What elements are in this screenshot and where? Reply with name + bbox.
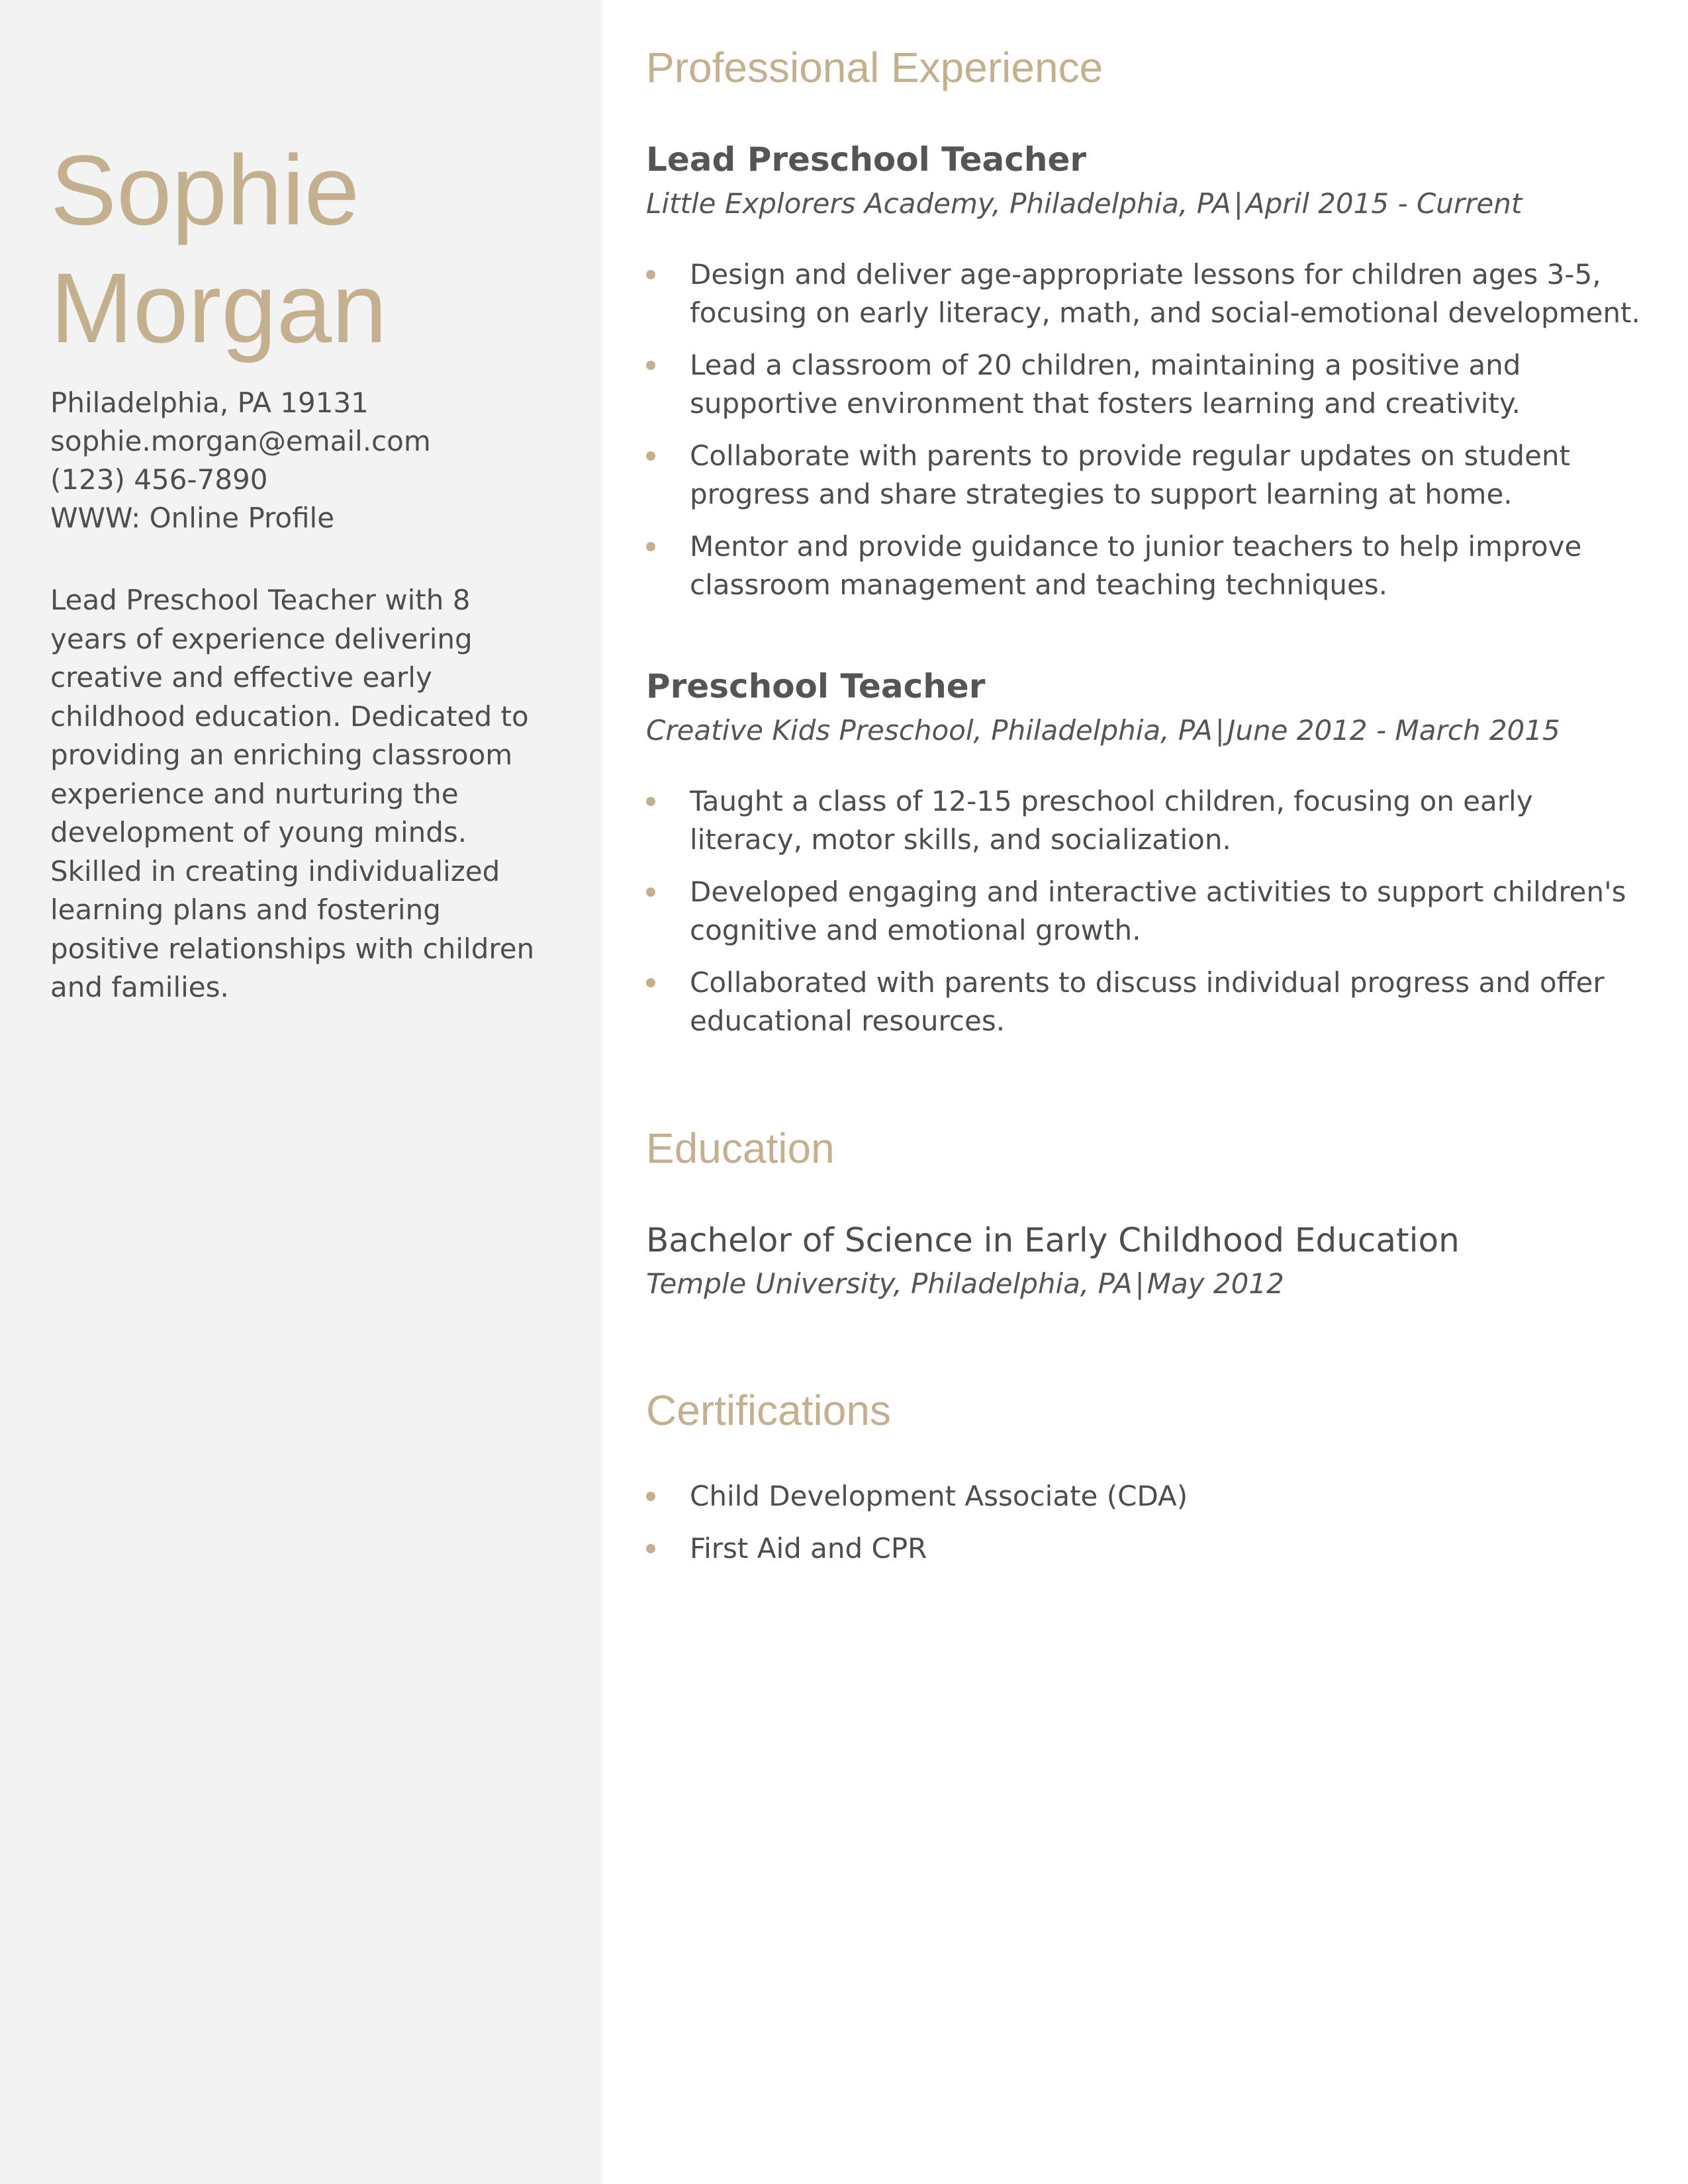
address: Philadelphia, PA 19131 [50, 387, 369, 419]
job-bullets [646, 255, 1652, 604]
job-bullets [646, 782, 1652, 1040]
list-item: Developed engaging and interactive activities to support children's cognitive and emotional growth. [646, 873, 1652, 950]
bullet-dot-icon [646, 797, 655, 806]
graduation-date: May 2012 [1147, 1267, 1284, 1300]
job-meta [646, 712, 1560, 749]
job-meta [646, 185, 1522, 222]
bullet-dot-icon [646, 1544, 655, 1553]
job-company: Little Explorers Academy, Philadelphia, PA [646, 187, 1231, 220]
candidate-name [50, 131, 387, 367]
education-heading: Education [646, 1124, 835, 1172]
job-dates: June 2012 - March 2015 [1227, 714, 1560, 747]
list-item: Design and deliver age-appropriate lessons for children ages 3-5, focusing on early literacy, math, and social-emotional development. [646, 255, 1652, 332]
job-title: Preschool Teacher [646, 667, 986, 705]
list-item: Lead a classroom of 20 children, maintaining a positive and supportive environment that fosters learning and creativity. [646, 346, 1652, 423]
list-item: Child Development Associate (CDA) [646, 1477, 1652, 1516]
experience-heading: Professional Experience [646, 44, 1103, 91]
bullet-dot-icon [646, 1492, 655, 1501]
bullet-dot-icon [646, 270, 655, 279]
education-meta [646, 1265, 1284, 1302]
sidebar [0, 0, 602, 2184]
school-name: Temple University, Philadelphia, PA [646, 1267, 1133, 1300]
job-company: Creative Kids Preschool, Philadelphia, PA [646, 714, 1213, 747]
bullet-dot-icon [646, 978, 655, 987]
meta-separator: | [1233, 187, 1243, 220]
list-item: Collaborate with parents to provide regular updates on student progress and share strategies to support learning at home. [646, 437, 1652, 514]
contact-info [50, 384, 431, 537]
list-item: Mentor and provide guidance to junior teachers to help improve classroom management and teaching techniques. [646, 527, 1652, 604]
certifications-list [646, 1477, 1652, 1568]
profile-summary: Lead Preschool Teacher with 8 years of experience delivering creative and effective early childhood education. Dedicated to providing an enriching classroom experience and nurturing the development of young minds. Skilled in creating individualized learning plans and fostering positive relationships with children and families. [50, 584, 535, 1003]
first-name: Sophie [50, 134, 360, 246]
bullet-dot-icon [646, 361, 655, 370]
email-link[interactable]: sophie.morgan@email.com [50, 425, 431, 457]
list-item: Collaborated with parents to discuss individual progress and offer educational resources. [646, 964, 1652, 1040]
phone: (123) 456-7890 [50, 463, 268, 496]
job-title: Lead Preschool Teacher [646, 140, 1087, 179]
job-dates: April 2015 - Current [1245, 187, 1523, 220]
meta-separator: | [1135, 1267, 1145, 1300]
website-link[interactable]: WWW: Online Profile [50, 502, 335, 534]
last-name: Morgan [50, 252, 387, 363]
list-item: First Aid and CPR [646, 1529, 1652, 1568]
bullet-dot-icon [646, 451, 655, 461]
certifications-heading: Certifications [646, 1387, 891, 1434]
bullet-dot-icon [646, 887, 655, 897]
meta-separator: | [1215, 714, 1225, 747]
bullet-dot-icon [646, 542, 655, 551]
degree-title: Bachelor of Science in Early Childhood Education [646, 1221, 1460, 1259]
list-item: Taught a class of 12-15 preschool children, focusing on early literacy, motor skills, and socialization. [646, 782, 1652, 859]
